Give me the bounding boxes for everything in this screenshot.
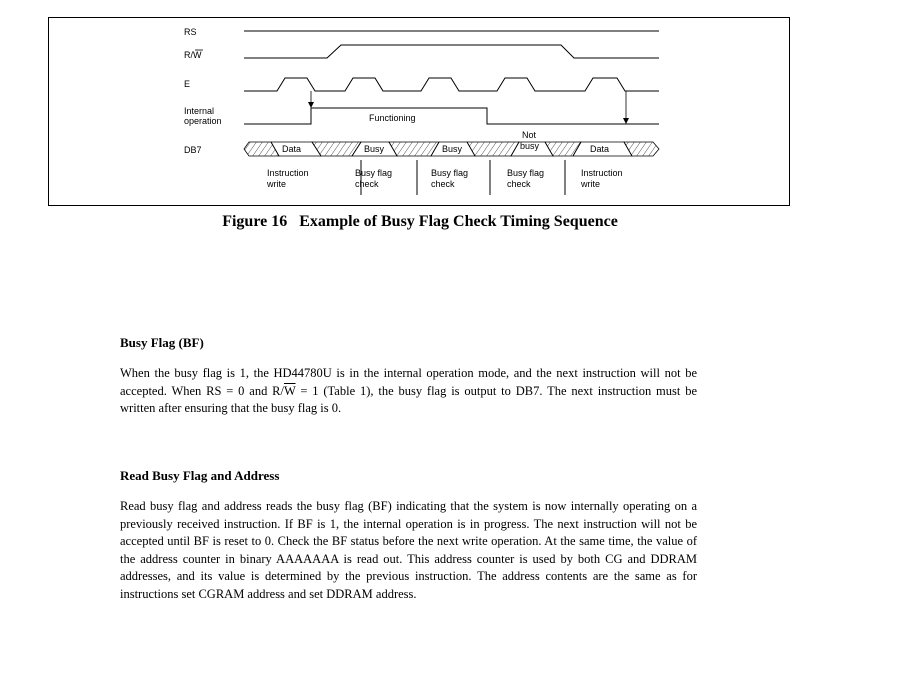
db7-data-label-2: Data — [590, 144, 610, 154]
timing-arrowhead-2 — [623, 118, 629, 124]
paragraph-busy-flag-overline: $\overline{W}$ — [283, 383, 296, 398]
phase-label-1-line1: Instruction — [267, 168, 309, 178]
signal-rs-label: RS — [184, 27, 197, 37]
phase-label-1-line2: write — [267, 179, 287, 189]
figure-caption: Figure 16 Example of Busy Flag Check Timing Sequence — [222, 213, 618, 230]
phase-label-3-line1: Busy flag — [431, 168, 469, 178]
phase-label-2-line1: Busy flag — [355, 168, 393, 178]
functioning-label: Functioning — [369, 113, 416, 123]
rw-bar-text: W — [193, 50, 202, 60]
timing-diagram-svg — [49, 18, 791, 207]
signal-rw-label: R/W — [184, 50, 202, 60]
section-heading-read-busy: Read Busy Flag and Address — [120, 468, 280, 483]
timing-diagram — [48, 17, 790, 206]
db7-busy-label-2: Busy — [442, 144, 463, 154]
phase-label-3-line2: check — [431, 179, 455, 189]
timing-arrowhead-1 — [308, 102, 314, 108]
db7-not-busy-label-1: Not — [522, 130, 537, 140]
signal-db7-label: DB7 — [184, 145, 202, 155]
rw-waveform — [244, 45, 659, 58]
signal-internal-label-2: operation — [184, 116, 222, 126]
signal-internal-label-1: Internal — [184, 106, 215, 116]
db7-busy-label-1: Busy — [364, 144, 385, 154]
section-heading-busy-flag: Busy Flag (BF) — [120, 335, 204, 350]
phase-label-4-line1: Busy flag — [507, 168, 545, 178]
phase-label-5-line2: write — [581, 179, 601, 189]
internal-operation-waveform — [244, 108, 659, 124]
db7-data-label-1: Data — [282, 144, 302, 154]
db7-not-busy-label-2: busy — [520, 141, 540, 151]
phase-label-2-line2: check — [355, 179, 379, 189]
signal-e-label: E — [184, 79, 191, 89]
paragraph-busy-flag-part-1: When the busy flag is 1, the HD44780U is in the internal operation mode, and the next instruction will not be accepted. When RS = 0 and R/ — [120, 366, 697, 398]
e-waveform — [244, 78, 659, 91]
paragraph-busy-flag-part-2: = 1 (Table 1), the busy flag is output to DB7. The next instruction must be written after ensuring that the busy flag is 0. — [120, 383, 697, 415]
phase-label-4-line2: check — [507, 179, 531, 189]
paragraph-busy-flag — [120, 365, 697, 418]
phase-label-5-line1: Instruction — [581, 168, 623, 178]
paragraph-read-busy: Read busy flag and address reads the busy flag (BF) indicating that the system is now internally operating on a previously received instruction. If BF is 1, the internal operation is in progress. The next instruction will not be accepted until BF is reset to 0. Check the BF status before the next write operation. At the same time, the value of the address counter in binary AAAAAAA is read out. This address counter is used by both CG and DDRAM addresses, and its value is determined by the previous instruction. The address contents are the same as for instructions set CGRAM address and set DDRAM address. — [120, 499, 697, 601]
